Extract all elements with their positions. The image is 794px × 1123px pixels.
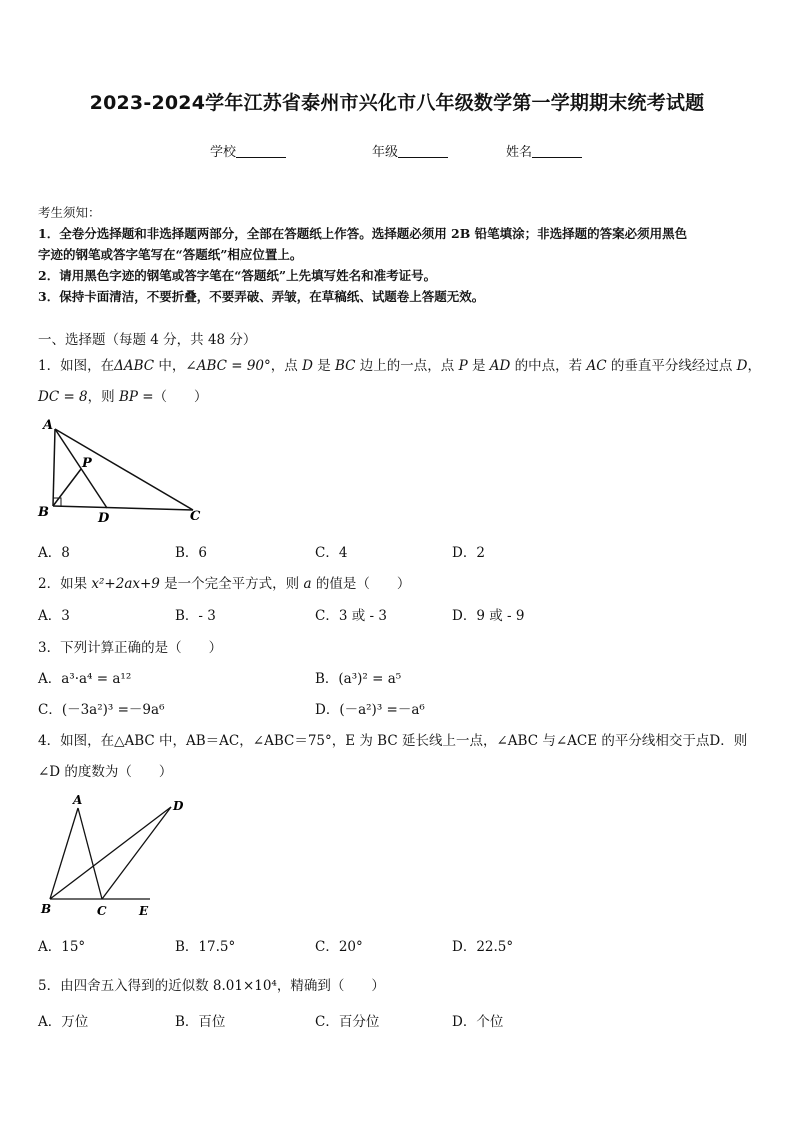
q1-label-d: D xyxy=(98,511,110,526)
q5-option-a[interactable]: A．万位 xyxy=(38,1014,89,1030)
q3-option-a[interactable]: A．a³·a⁴ = a¹² xyxy=(38,671,132,687)
q4-triangle-figure xyxy=(35,790,195,920)
q1-segment-ad xyxy=(55,429,107,508)
notice-heading: 考生须知： xyxy=(38,205,101,220)
q1-text: 中， xyxy=(154,358,186,374)
q1-stem-line2 xyxy=(38,385,208,405)
q1-math: BC xyxy=(335,358,356,374)
q2-option-c[interactable]: C．3 或 - 3 xyxy=(315,608,387,624)
q1-math: D xyxy=(736,358,748,374)
q1-math: AC xyxy=(586,358,607,374)
q1-text: ，点 xyxy=(270,358,303,374)
q4-label-c: C xyxy=(97,904,107,918)
q1-option-c[interactable]: C．4 xyxy=(315,545,348,561)
notice-item-3: 3．保持卡面清洁，不要折叠，不要弄破、弄皱，在草稿纸、试题卷上答题无效。 xyxy=(38,289,485,304)
school-field[interactable] xyxy=(210,141,286,160)
q4-option-c[interactable]: C．20° xyxy=(315,939,363,955)
q1-text: 是 xyxy=(467,358,490,374)
q3-option-d[interactable]: D．(－a²)³ =－a⁶ xyxy=(315,702,425,718)
q1-label-c: C xyxy=(190,509,201,524)
q4-option-a[interactable]: A．15° xyxy=(38,939,86,955)
q4-segment-cd xyxy=(102,807,171,899)
q1-text: 1．如图，在 xyxy=(38,358,115,374)
page-title: 2023-2024学年江苏省泰州市兴化市八年级数学第一学期期末统考试题 xyxy=(89,92,705,114)
q2-option-d[interactable]: D．9 或 - 9 xyxy=(452,608,525,624)
q2-text: 的值是（ ） xyxy=(311,576,411,592)
notice-item-1b: 字迹的钢笔或答字笔写在“答题纸”相应位置上。 xyxy=(38,247,303,262)
q4-stem-line2: ∠D 的度数为（ ） xyxy=(38,764,173,780)
q5-stem: 5．由四舍五入得到的近似数 8.01×10⁴，精确到（ ） xyxy=(38,978,385,994)
q1-math: DC = 8 xyxy=(38,389,88,405)
q1-text: ，则 xyxy=(87,389,119,405)
q1-math: ∠ABC = 90° xyxy=(185,358,271,374)
q2-text: 是一个完全平方式，则 xyxy=(159,576,304,592)
q2-math: x²+2ax+9 xyxy=(91,576,160,592)
q4-label-e: E xyxy=(139,904,149,918)
name-field[interactable] xyxy=(506,141,582,160)
q5-option-d[interactable]: D．个位 xyxy=(452,1014,504,1030)
q1-math: P xyxy=(458,358,468,374)
q1-text: ， xyxy=(747,358,761,374)
q5-option-b[interactable]: B．百位 xyxy=(175,1014,226,1030)
q1-label-a: A xyxy=(43,418,54,433)
school-label: 学校 xyxy=(210,145,237,160)
q1-option-b[interactable]: B．6 xyxy=(175,545,208,561)
q1-text: （ ） xyxy=(153,389,208,405)
q4-option-d[interactable]: D．22.5° xyxy=(452,939,514,955)
q1-label-p: P xyxy=(82,456,92,471)
name-label: 姓名 xyxy=(506,145,533,160)
q1-math: D xyxy=(302,358,313,374)
q4-stem-line1: 4．如图，在△ABC 中，AB＝AC，∠ABC＝75°，E 为 BC 延长线上一点，∠ABC 与∠ACE 的平分线相交于点D．则 xyxy=(38,733,748,749)
q3-option-c[interactable]: C．(－3a²)³ =－9a⁶ xyxy=(38,702,165,718)
q2-option-a[interactable]: A．3 xyxy=(38,608,70,624)
q2-text: 2．如果 xyxy=(38,576,92,592)
q2-option-b[interactable]: B．- 3 xyxy=(175,608,216,624)
q1-stem-line1 xyxy=(38,354,761,374)
q2-math: a xyxy=(303,576,312,592)
q1-label-b: B xyxy=(38,505,49,520)
name-blank[interactable] xyxy=(532,144,582,158)
grade-field[interactable] xyxy=(372,141,448,160)
school-blank[interactable] xyxy=(236,144,286,158)
grade-blank[interactable] xyxy=(398,144,448,158)
q1-option-d[interactable]: D．2 xyxy=(452,545,485,561)
q4-label-d: D xyxy=(173,799,184,813)
q1-text: 边上的一点，点 xyxy=(355,358,459,374)
q4-option-b[interactable]: B．17.5° xyxy=(175,939,236,955)
notice-item-2: 2．请用黑色字迹的钢笔或答字笔在“答题纸”上先填写姓名和准考证号。 xyxy=(38,268,437,283)
q1-segment-ab xyxy=(53,429,55,506)
q5-option-c[interactable]: C．百分位 xyxy=(315,1014,380,1030)
q2-stem xyxy=(38,572,410,592)
q1-math: ΔABC xyxy=(114,358,155,374)
q4-segment-ac xyxy=(78,808,102,899)
grade-label: 年级 xyxy=(372,145,399,160)
q4-segment-bd xyxy=(50,807,171,899)
q1-triangle-figure xyxy=(30,414,210,529)
q1-text: 是 xyxy=(312,358,335,374)
q1-math: BP = xyxy=(118,389,154,405)
q1-segment-ac xyxy=(55,429,193,510)
q4-label-a: A xyxy=(73,793,83,807)
notice-item-1a: 1．全卷分选择题和非选择题两部分，全部在答题纸上作答。选择题必须用 2B 铅笔填涂；非选择题的答案必须用黑色 xyxy=(38,226,688,241)
q1-segment-bc xyxy=(53,506,193,510)
q4-segment-ab xyxy=(50,808,78,899)
section-heading: 一、选择题（每题 4 分，共 48 分） xyxy=(38,332,257,348)
q1-option-a[interactable]: A．8 xyxy=(38,545,70,561)
q1-segment-bp xyxy=(53,469,81,506)
q4-label-b: B xyxy=(41,902,52,916)
q3-stem: 3．下列计算正确的是（ ） xyxy=(38,640,223,656)
q1-text: 的中点，若 xyxy=(510,358,587,374)
q3-option-b[interactable]: B．(a³)² = a⁵ xyxy=(315,671,402,687)
q1-text: 的垂直平分线经过点 xyxy=(606,358,737,374)
q1-math: AD xyxy=(489,358,511,374)
